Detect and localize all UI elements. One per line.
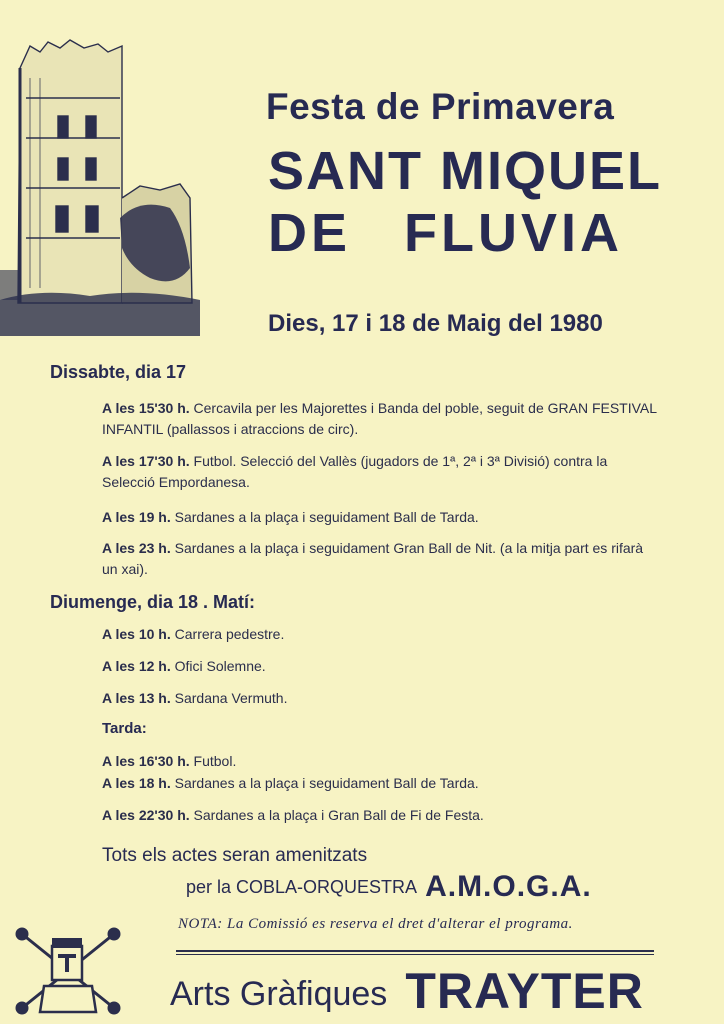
sunday-heading: Diumenge, dia 18 . Matí: — [50, 592, 256, 612]
event-text: Ofici Solemne. — [170, 658, 266, 674]
poster-subtitle: Festa de Primavera — [266, 86, 615, 127]
event-time: A les 12 h. — [102, 658, 171, 674]
event-item — [102, 398, 658, 440]
event-time: A les 22'30 h. — [102, 807, 190, 823]
event-text: Futbol. — [189, 753, 237, 769]
event-time: A les 18 h. — [102, 775, 171, 791]
bell-tower-illustration-icon — [0, 38, 200, 338]
event-item — [102, 656, 658, 677]
event-text: Carrera pedestre. — [170, 626, 285, 642]
event-time: A les 23 h. — [102, 540, 171, 556]
festival-dates: Dies, 17 i 18 de Maig del 1980 — [268, 310, 603, 337]
event-item — [102, 751, 658, 772]
event-item — [102, 624, 658, 645]
event-item — [102, 805, 658, 826]
event-text: Sardana Vermuth. — [170, 690, 288, 706]
poster-title-line2: DE FLUVIA — [268, 203, 624, 263]
printer-credit — [170, 962, 644, 1020]
event-item — [102, 773, 658, 794]
printing-press-logo-icon — [14, 916, 124, 1020]
printer-label: Arts Gràfiques — [170, 975, 388, 1013]
event-time: A les 19 h. — [102, 509, 171, 525]
saturday-heading: Dissabte, dia 17 — [50, 362, 187, 382]
event-time: A les 13 h. — [102, 690, 171, 706]
event-time: A les 16'30 h. — [102, 753, 190, 769]
orchestra-credit — [186, 870, 592, 904]
event-item — [102, 451, 658, 493]
event-text: Sardanes a la plaça i seguidament Gran Ball de Nit. (a la mitja part es rifarà un xai). — [102, 540, 644, 577]
committee-note: NOTA: La Comissió es reserva el dret d'alterar el programa. — [178, 916, 573, 932]
event-text: Sardanes a la plaça i seguidament Ball de Tarda. — [170, 509, 479, 525]
printer-name: TRAYTER — [405, 963, 644, 1019]
event-text: Cercavila per les Majorettes i Banda del poble, seguit de GRAN FESTIVAL INFANTIL (pallassos i atraccions de circ). — [102, 400, 657, 437]
orchestra-label: per la COBLA-ORQUESTRA — [186, 877, 418, 897]
event-time: A les 10 h. — [102, 626, 171, 642]
divider — [176, 950, 654, 952]
event-text: Sardanes a la plaça i seguidament Ball de Tarda. — [170, 775, 479, 791]
event-item — [102, 507, 658, 528]
orchestra-name: A.M.O.G.A. — [425, 870, 592, 903]
event-text: Sardanes a la plaça i Gran Ball de Fi de Festa. — [189, 807, 484, 823]
event-text: Futbol. Selecció del Vallès (jugadors de 1ª, 2ª i 3ª Divisió) contra la Selecció Empordanesa. — [102, 453, 608, 490]
event-time: A les 17'30 h. — [102, 453, 190, 469]
poster-title-line1: SANT MIQUEL — [268, 141, 662, 201]
event-item — [102, 688, 658, 709]
divider — [176, 954, 654, 955]
afternoon-heading: Tarda: — [102, 720, 147, 737]
closing-line: Tots els actes seran amenitzats — [102, 845, 368, 866]
event-time: A les 15'30 h. — [102, 400, 190, 416]
event-item — [102, 538, 658, 580]
